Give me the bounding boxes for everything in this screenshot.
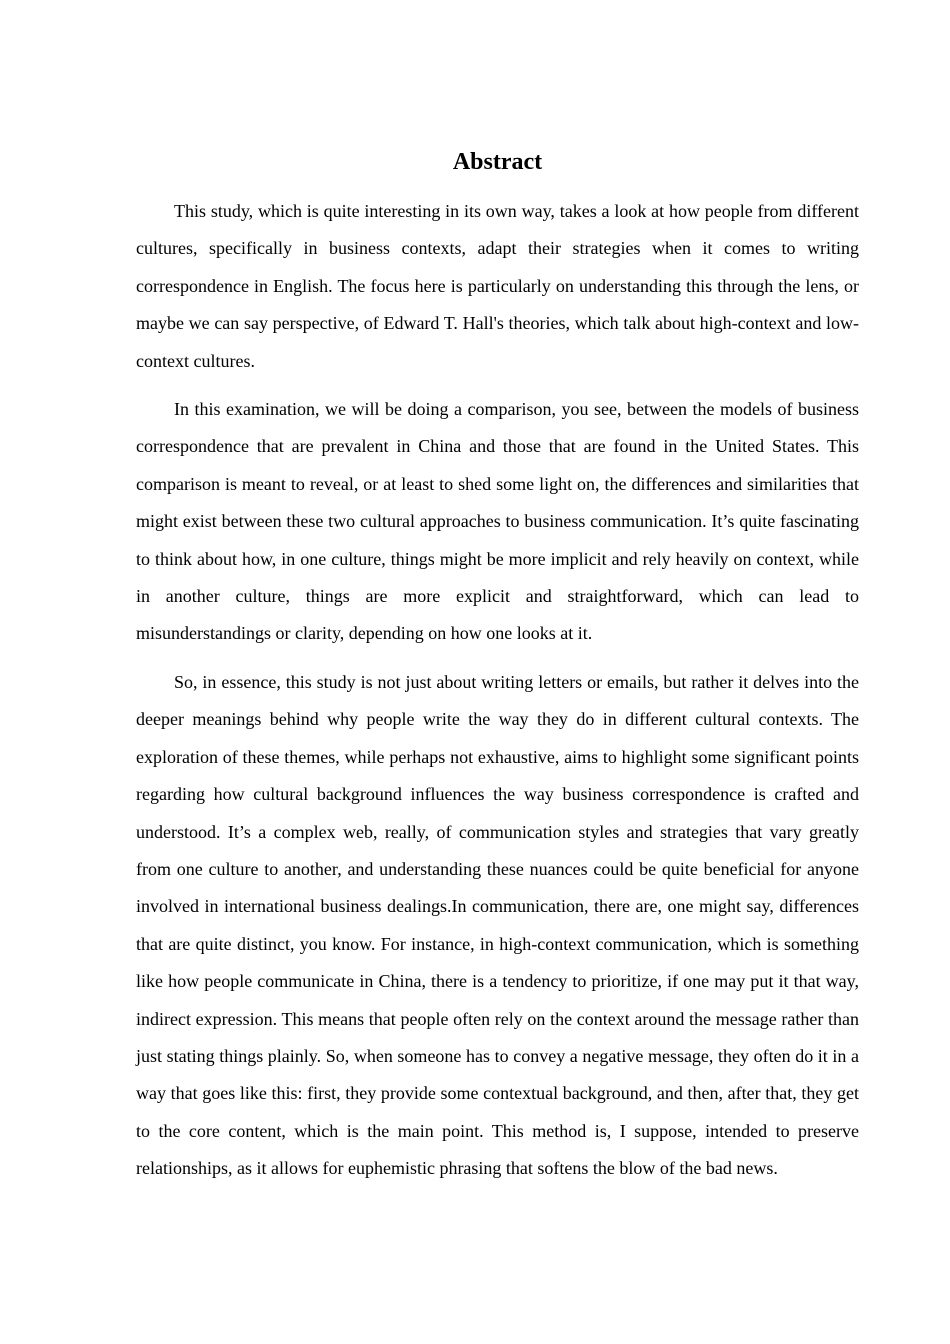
body-paragraph-2: In this examination, we will be doing a comparison, you see, between the models of business correspondence that are prevalent in China and those that are found in the United States. This comparison is meant to reveal, or at least to shed some light on, the differences and similarities that might exist between these two cultural approaches to business communication. It’s quite fascinating to think about how, in one culture, things might be more implicit and rely heavily on context, while in another culture, things are more explicit and straightforward, which can lead to misunderstandings or clarity, depending on how one looks at it.: [136, 399, 859, 644]
page-title: Abstract: [452, 149, 543, 175]
body-paragraph-1: This study, which is quite interesting in its own way, takes a look at how people from different cultures, specifically in business contexts, adapt their strategies when it comes to writing correspondence in English. The focus here is particularly on understanding this through the lens, or maybe we can say perspective, of Edward T. Hall's theories, which talk about high-context and low-context cultures.: [136, 201, 859, 371]
abstract-section: [136, 144, 859, 1199]
body-paragraph-3: So, in essence, this study is not just about writing letters or emails, but rather it delves into the deeper meanings behind why people write the way they do in different cultural contexts. The exploration of these themes, while perhaps not exhaustive, aims to highlight some significant points regarding how cultural background influences the way business correspondence is crafted and understood. It’s a complex web, really, of communication styles and strategies that vary greatly from one culture to another, and understanding these nuances could be quite beneficial for anyone involved in international business dealings.In communication, there are, one might say, differences that are quite distinct, you know. For instance, in high-context communication, which is something like how people communicate in China, there is a tendency to prioritize, if one may put it that way, indirect expression. This means that people often rely on the context around the message rather than just stating things plainly. So, when someone has to convey a negative message, they often do it in a way that goes like this: first, they provide some contextual background, and then, after that, they get to the core content, which is the main point. This method is, I suppose, intended to preserve relationships, as it allows for euphemistic phrasing that softens the blow of the bad news.: [136, 671, 859, 1179]
